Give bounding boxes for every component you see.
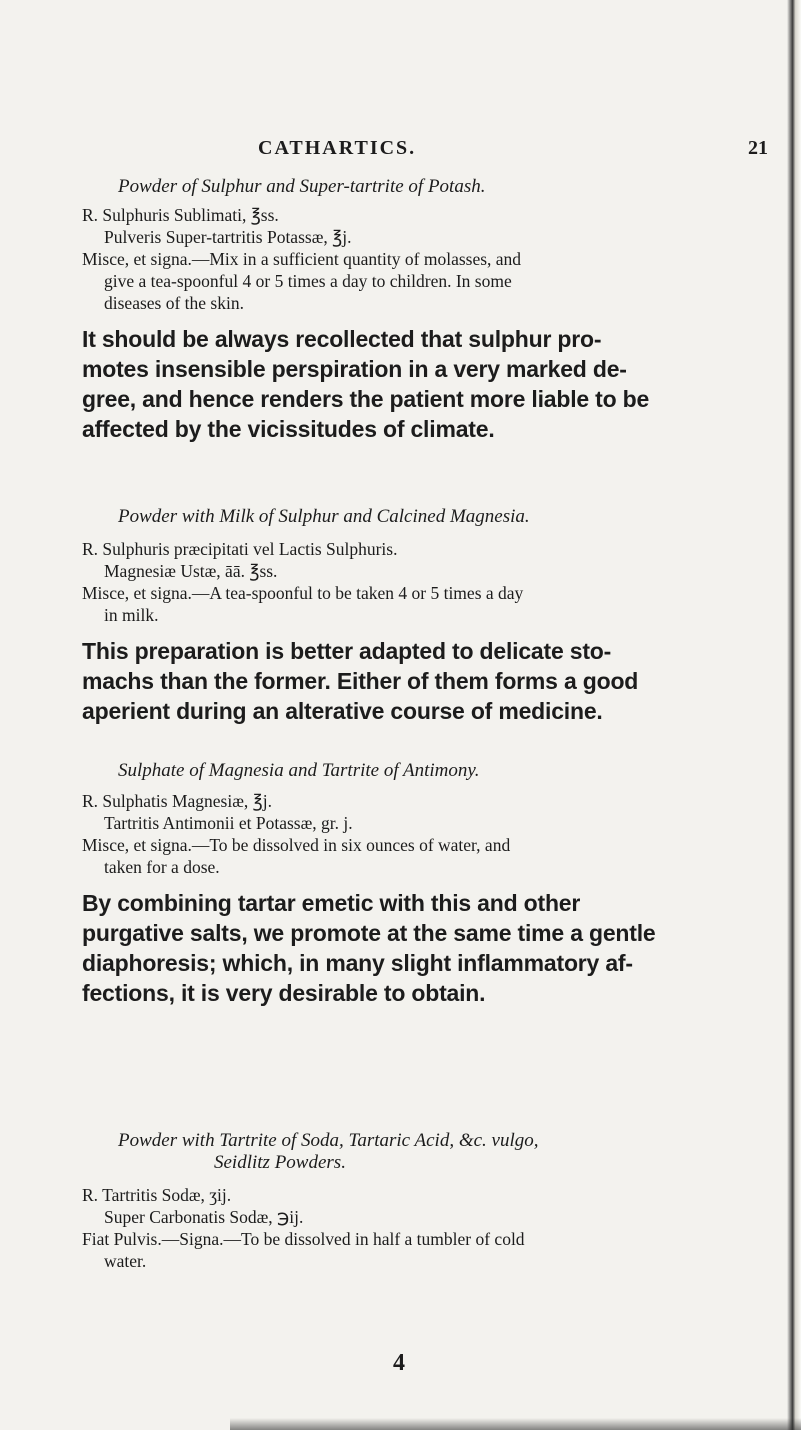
section-milk-sulphur-magnesia (82, 506, 742, 726)
comment-line: This preparation is better adapted to delicate sto- (82, 638, 612, 664)
signature-mark: 4 (393, 1350, 405, 1376)
comment-line: affected by the vicissitudes of climate. (82, 416, 495, 442)
rx-line: Magnesiæ Ustæ, āā. ℥ss. (104, 561, 278, 581)
rx-line: Tartritis Antimonii et Potassæ, gr. j. (104, 813, 353, 833)
commentary (82, 888, 742, 1008)
section-heading: Sulphate of Magnesia and Tartrite of Antimony. (118, 760, 480, 781)
rx-line: water. (104, 1251, 147, 1271)
comment-line: gree, and hence renders the patient more liable to be (82, 386, 650, 412)
prescription (82, 1184, 742, 1272)
rx-line: R. Sulphuris Sublimati, ℥ss. (82, 205, 279, 225)
rx-line: Misce, et signa.—A tea-spoonful to be taken 4 or 5 times a day (82, 583, 524, 603)
rx-line: Super Carbonatis Sodæ, ℈ij. (104, 1207, 304, 1227)
section-heading: Powder with Milk of Sulphur and Calcined Magnesia. (118, 506, 530, 527)
section-sulphur-potash (82, 176, 742, 444)
rx-line: R. Sulphuris præcipitati vel Lactis Sulphuris. (82, 539, 398, 559)
comment-line: It should be always recollected that sulphur pro- (82, 326, 602, 352)
comment-line: aperient during an alterative course of medicine. (82, 698, 603, 724)
commentary (82, 324, 742, 444)
comment-line: diaphoresis; which, in many slight inflammatory af- (82, 950, 633, 976)
rx-line: R. Tartritis Sodæ, ʒij. (82, 1185, 232, 1205)
comment-line: By combining tartar emetic with this and other (82, 890, 581, 916)
rx-line: taken for a dose. (104, 857, 220, 877)
rx-line: give a tea-spoonful 4 or 5 times a day to children. In some (104, 271, 512, 291)
prescription (82, 790, 742, 878)
rx-line: in milk. (104, 605, 159, 625)
page-bottom-shadow (230, 1418, 801, 1430)
page-number: 21 (748, 137, 768, 159)
section-heading: Powder of Sulphur and Super-tartrite of Potash. (118, 176, 486, 197)
comment-line: purgative salts, we promote at the same time a gentle (82, 920, 656, 946)
rx-line: R. Sulphatis Magnesiæ, ℥j. (82, 791, 272, 811)
rx-line: diseases of the skin. (104, 293, 244, 313)
comment-line: machs than the former. Either of them forms a good (82, 668, 639, 694)
commentary (82, 636, 742, 726)
section-heading-continued: Seidlitz Powders. (214, 1152, 346, 1173)
prescription (82, 204, 742, 314)
comment-line: fections, it is very desirable to obtain. (82, 980, 486, 1006)
rx-line: Fiat Pulvis.—Signa.—To be dissolved in half a tumbler of cold (82, 1229, 525, 1249)
rx-line: Misce, et signa.—Mix in a sufficient quantity of molasses, and (82, 249, 522, 269)
comment-line: motes insensible perspiration in a very marked de- (82, 356, 627, 382)
page-edge (787, 0, 801, 1430)
section-magnesia-antimony (82, 760, 742, 1008)
section-seidlitz-powders (82, 1130, 742, 1272)
rx-line: Misce, et signa.—To be dissolved in six ounces of water, and (82, 835, 511, 855)
running-head (0, 137, 801, 167)
running-head-title: CATHARTICS. (258, 137, 417, 159)
prescription (82, 538, 742, 626)
rx-line: Pulveris Super-tartritis Potassæ, ℥j. (104, 227, 352, 247)
section-heading: Powder with Tartrite of Soda, Tartaric Acid, &c. vulgo, (118, 1130, 539, 1151)
